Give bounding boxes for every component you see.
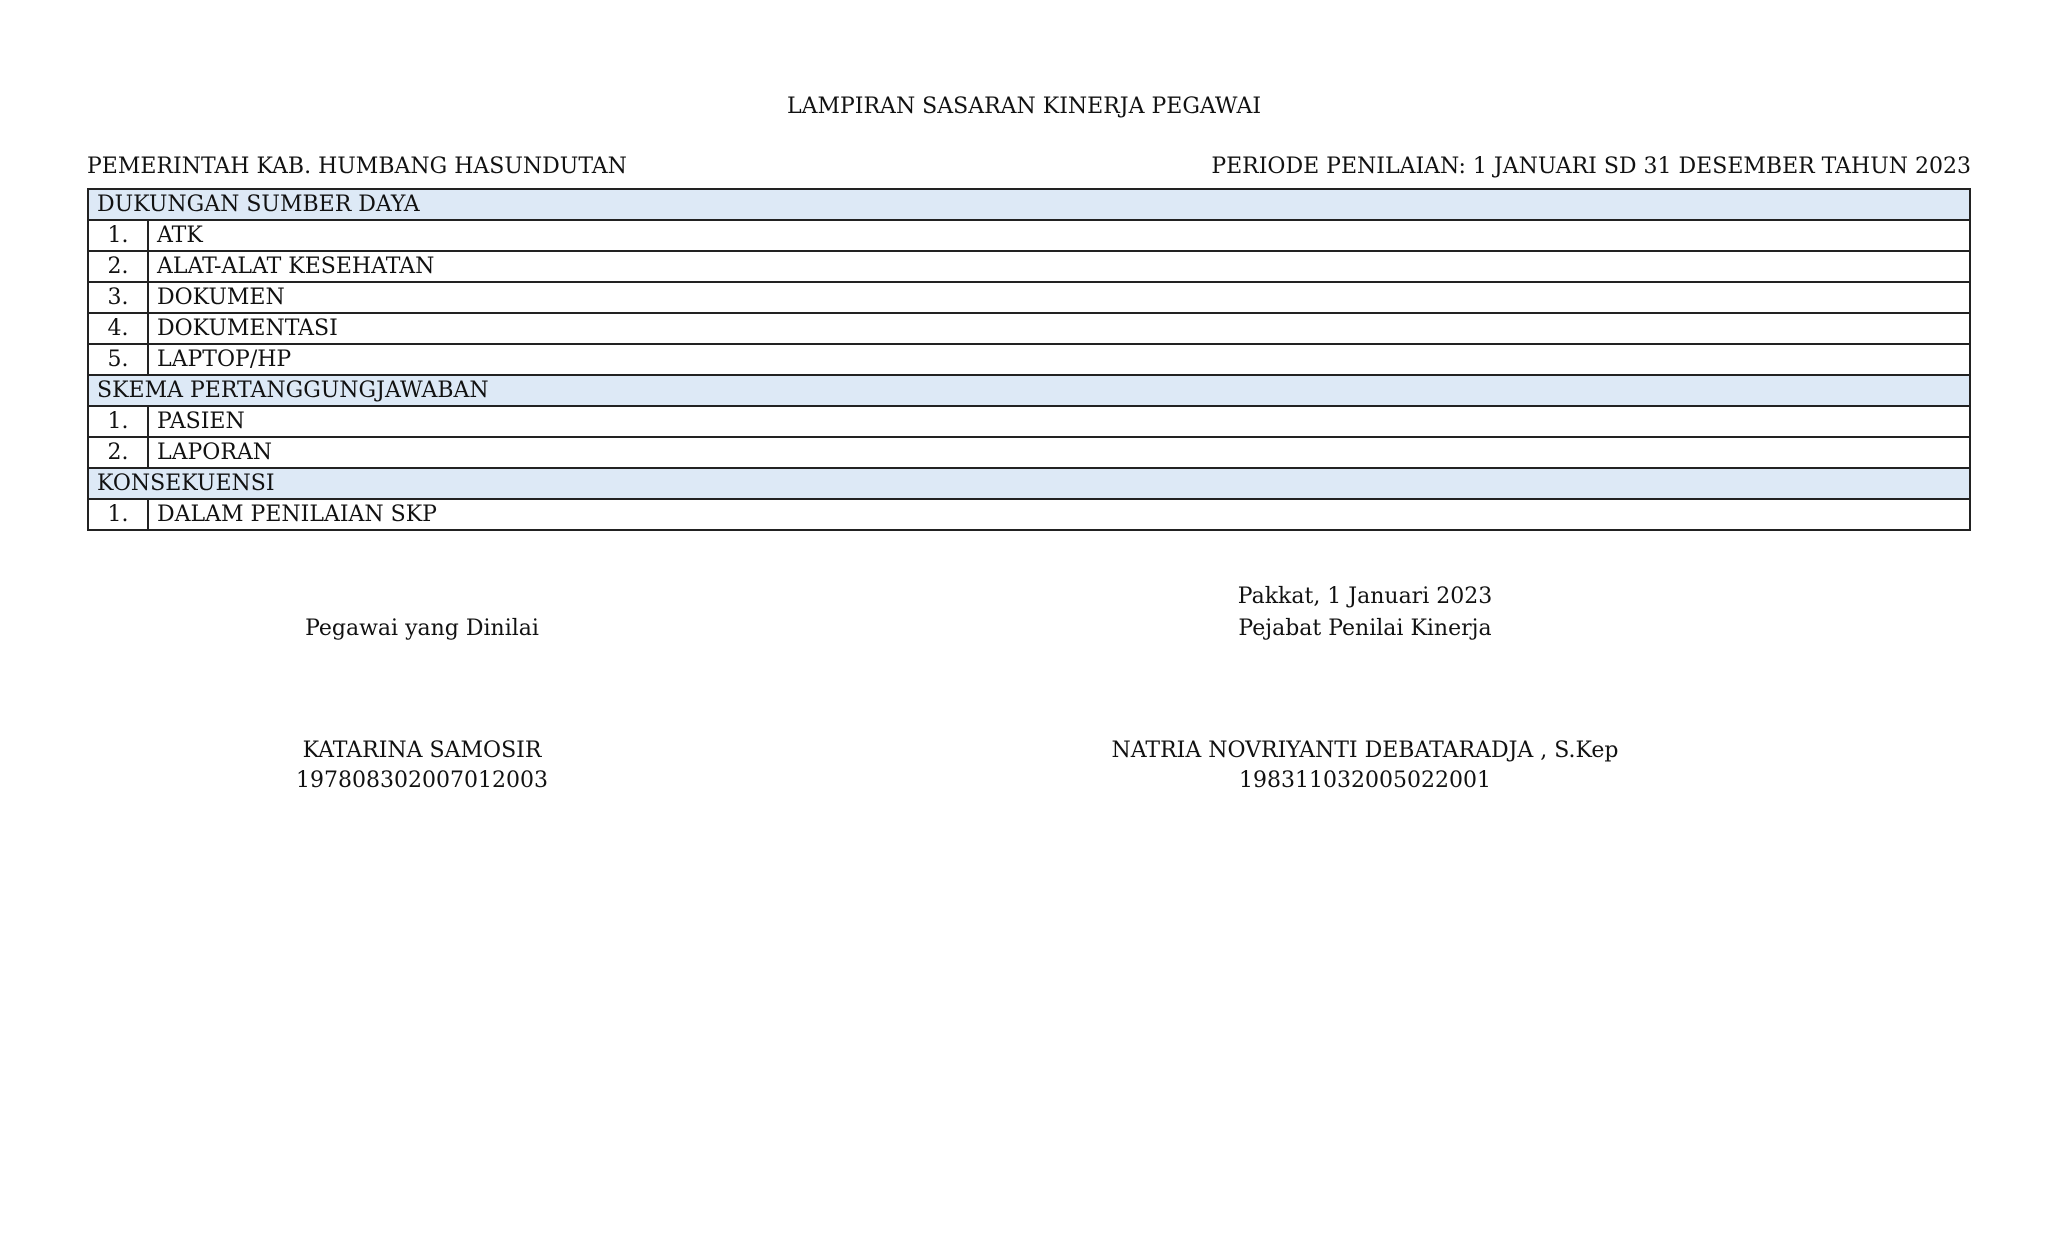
item-number: 3. <box>88 282 148 313</box>
item-number: 1. <box>88 220 148 251</box>
document-title: LAMPIRAN SASARAN KINERJA PEGAWAI <box>786 94 1262 119</box>
item-number: 1. <box>88 499 148 530</box>
section-title: SKEMA PERTANGGUNGJAWABAN <box>88 375 1970 406</box>
table-section-header <box>88 189 1970 220</box>
item-text: ALAT-ALAT KESEHATAN <box>148 251 1970 282</box>
table-row <box>88 220 1970 251</box>
item-number: 2. <box>88 437 148 468</box>
assessment-period: PERIODE PENILAIAN: 1 JANUARI SD 31 DESEMBER TAHUN 2023 <box>1211 154 1971 179</box>
table-section-header <box>88 468 1970 499</box>
table-row <box>88 437 1970 468</box>
employee-name: KATARINA SAMOSIR <box>302 738 542 763</box>
item-number: 2. <box>88 251 148 282</box>
section-title: KONSEKUENSI <box>88 468 1970 499</box>
place-date: Pakkat, 1 Januari 2023 <box>1237 584 1493 609</box>
item-text: LAPTOP/HP <box>148 344 1970 375</box>
assessor-role: Pejabat Penilai Kinerja <box>1238 616 1492 641</box>
table-row <box>88 406 1970 437</box>
item-text: LAPORAN <box>148 437 1970 468</box>
table-row <box>88 251 1970 282</box>
item-number: 5. <box>88 344 148 375</box>
assessor-nip: 198311032005022001 <box>1239 768 1491 793</box>
table-section-header <box>88 375 1970 406</box>
item-text: DOKUMENTASI <box>148 313 1970 344</box>
employee-role: Pegawai yang Dinilai <box>305 616 539 641</box>
performance-target-table <box>87 188 1971 531</box>
employee-nip: 197808302007012003 <box>296 768 548 793</box>
organization-name: PEMERINTAH KAB. HUMBANG HASUNDUTAN <box>87 154 627 179</box>
item-number: 4. <box>88 313 148 344</box>
item-text: ATK <box>148 220 1970 251</box>
table-row <box>88 499 1970 530</box>
assessor-name: NATRIA NOVRIYANTI DEBATARADJA , S.Kep <box>1111 738 1619 763</box>
table-row <box>88 313 1970 344</box>
section-title: DUKUNGAN SUMBER DAYA <box>88 189 1970 220</box>
table-row <box>88 344 1970 375</box>
item-number: 1. <box>88 406 148 437</box>
item-text: DALAM PENILAIAN SKP <box>148 499 1970 530</box>
table-row <box>88 282 1970 313</box>
item-text: DOKUMEN <box>148 282 1970 313</box>
item-text: PASIEN <box>148 406 1970 437</box>
